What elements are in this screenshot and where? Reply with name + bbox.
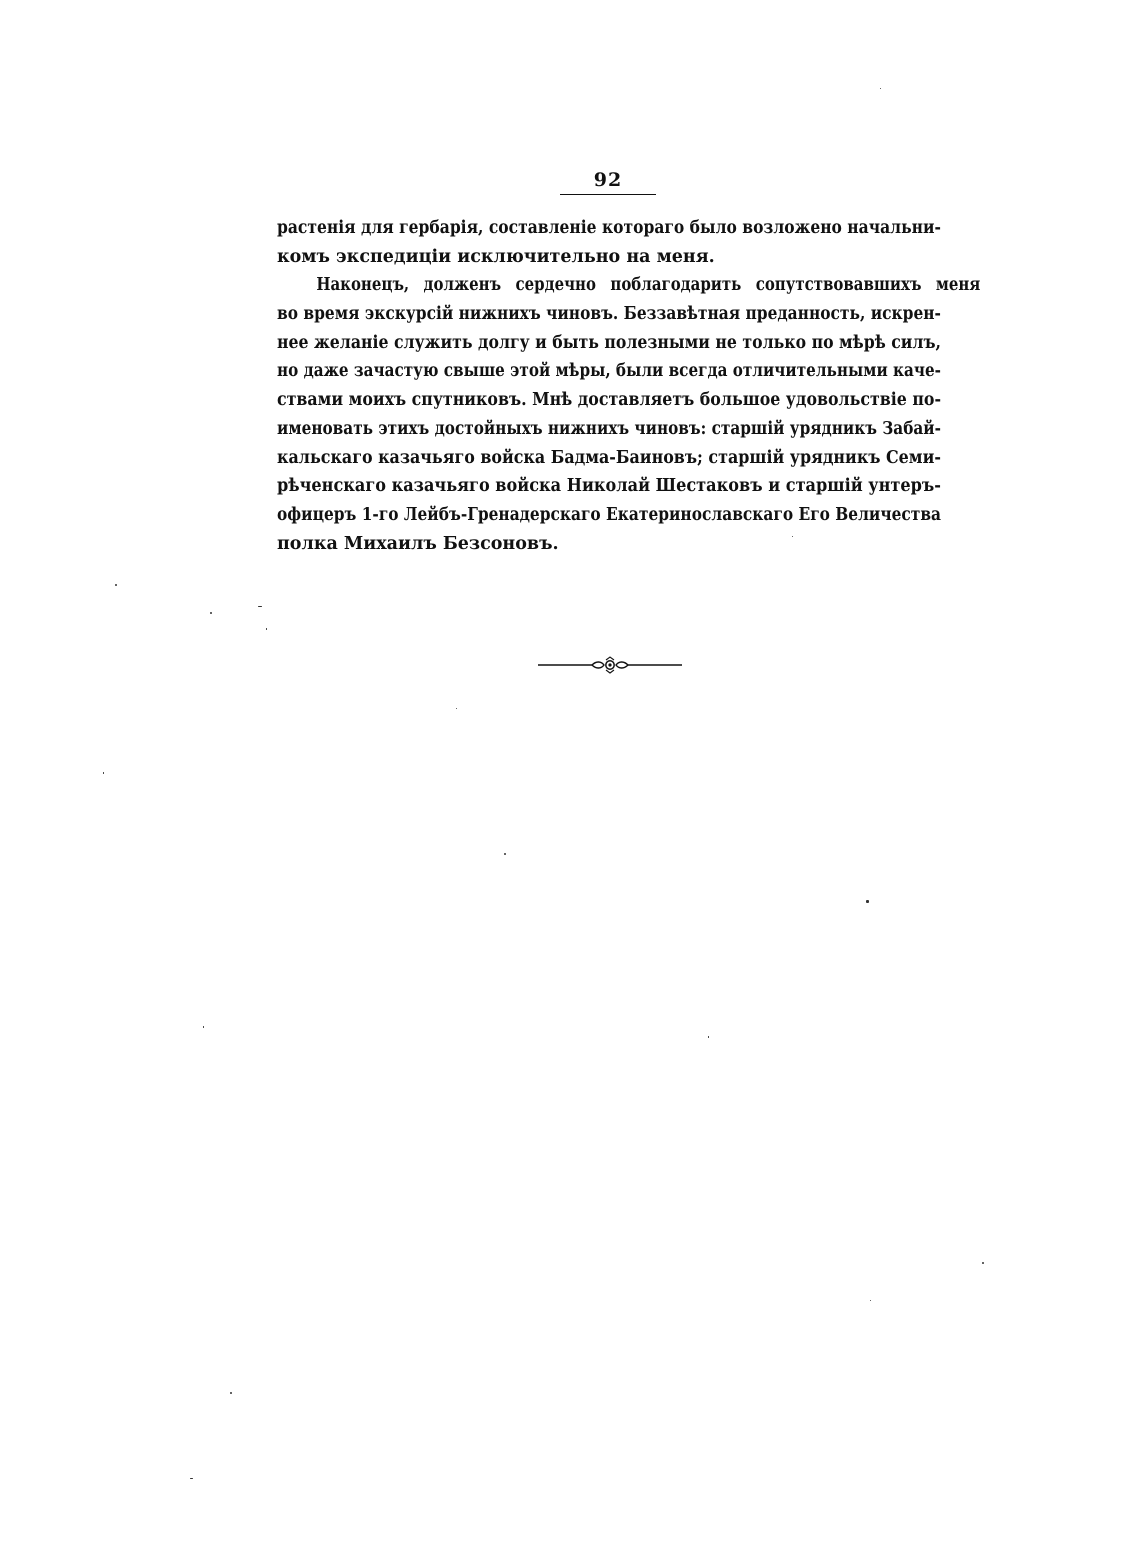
scan-speck <box>866 900 869 903</box>
text-line: растенія для гербарія, составленіе котораго было возложено начальни- <box>277 218 941 238</box>
scan-speck <box>258 606 262 607</box>
text-line: ствами моихъ спутниковъ. Мнѣ доставляетъ большое удовольствіе по- <box>277 390 942 411</box>
scan-speck <box>504 853 506 855</box>
flourish-divider-icon <box>538 656 682 674</box>
scan-speck <box>190 1478 193 1479</box>
text-line: но даже зачастую свыше этой мѣры, были всегда отличительными каче- <box>277 361 941 382</box>
scan-speck <box>103 772 104 774</box>
scan-speck <box>203 1026 204 1028</box>
text-line: Наконецъ, долженъ сердечно поблагодарить сопутствовавшихъ меня <box>316 275 981 296</box>
text-line: во время экскурсій нижнихъ чиновъ. Беззавѣтная преданность, искрен- <box>277 304 941 325</box>
scan-speck <box>792 536 793 537</box>
text-line: полка Михаилъ Безсоновъ. <box>277 533 559 554</box>
scan-speck <box>870 1300 871 1301</box>
scan-speck <box>456 708 457 709</box>
paragraph-1 <box>277 214 941 271</box>
scan-speck <box>115 584 117 586</box>
text-line: рѣченскаго казачьяго войска Николай Шестаковъ и старшій унтеръ- <box>277 476 941 497</box>
text-line: комъ экспедиціи исключительно на меня. <box>277 246 715 267</box>
scan-speck <box>982 1262 984 1264</box>
body-text <box>277 214 981 558</box>
scan-speck <box>880 88 881 89</box>
paragraph-2 <box>277 271 981 558</box>
text-line: кальскаго казачьяго войска Бадма-Баиновъ; старшій урядникъ Семи- <box>277 447 941 468</box>
scan-speck <box>708 1036 709 1038</box>
scan-speck <box>230 1392 232 1394</box>
text-line: нее желаніе служить долгу и быть полезными не только по мѣрѣ силъ, <box>277 332 942 353</box>
scan-speck <box>210 612 212 614</box>
text-line: офицеръ 1-го Лейбъ-Гренадерскаго Екатеринославскаго Его Величества <box>277 504 942 525</box>
page-number: 92 <box>560 168 656 195</box>
scan-speck <box>266 628 267 630</box>
text-line: именовать этихъ достойныхъ нижнихъ чиновъ: старшій урядникъ Забай- <box>277 418 941 439</box>
